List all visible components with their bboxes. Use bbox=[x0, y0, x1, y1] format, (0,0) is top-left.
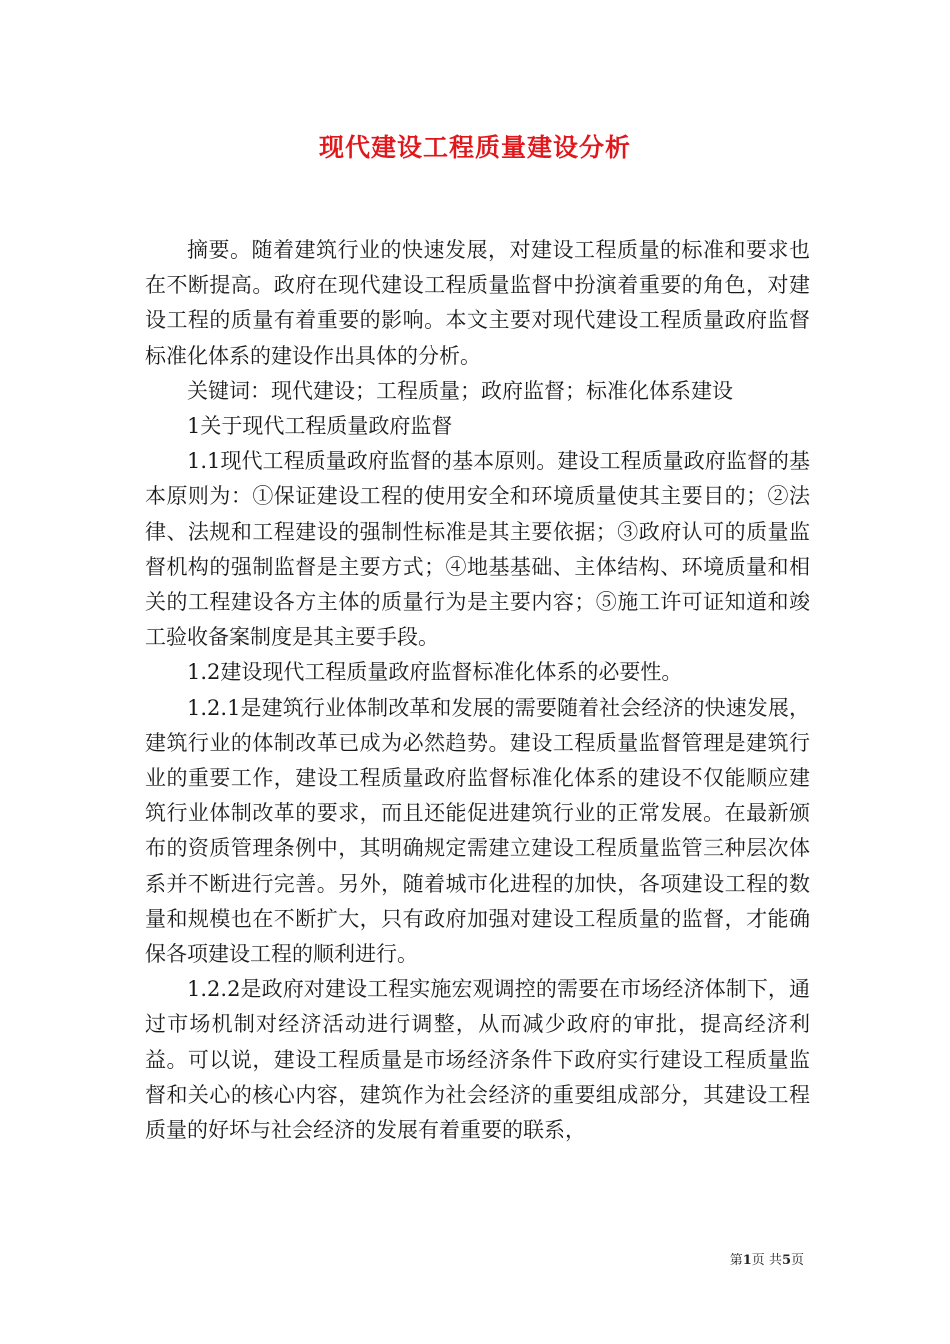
current-page: 1 bbox=[742, 1253, 752, 1268]
page-number-middle: 页 共 bbox=[751, 1253, 782, 1268]
page-number-suffix: 页 bbox=[790, 1253, 804, 1268]
page-number bbox=[730, 1249, 804, 1268]
document-title: 现代建设工程质量建设分析 bbox=[318, 133, 631, 162]
document-body bbox=[145, 233, 810, 1148]
body-paragraph: 1.1现代工程质量政府监督的基本原则。建设工程质量政府监督的基本原则为：①保证建设工程的使用安全和环境质量使其主要目的；②法律、法规和工程建设的强制性标准是其主要依据；③政府认可的质量监督机构的强制监督是主要方式；④地基基础、主体结构、环境质量和相关的工程建设各方主体的质量行为是主要内容；⑤施工许可证知道和竣工验收备案制度是其主要手段。 bbox=[145, 449, 810, 650]
body-paragraph: 1.2.2是政府对建设工程实施宏观调控的需要在市场经济体制下，通过市场机制对经济活动进行调整，从而减少政府的审批，提高经济利益。可以说，建设工程质量是市场经济条件下政府实行建设工程质量监督和关心的核心内容，建筑作为社会经济的重要组成部分，其建设工程质量的好坏与社会经济的发展有着重要的联系， bbox=[145, 977, 810, 1143]
body-paragraph: 1.2.1是建筑行业体制改革和发展的需要随着社会经济的快速发展，建筑行业的体制改革已成为必然趋势。建设工程质量监督管理是建筑行业的重要工作，建设工程质量政府监督标准化体系的建设不仅能顺应建筑行业体制改革的要求，而且还能促进建筑行业的正常发展。在最新颁布的资质管理条例中，其明确规定需建立建设工程质量监管三种层次体系并不断进行完善。另外，随着城市化进程的加快，各项建设工程的数量和规模也在不断扩大，只有政府加强对建设工程质量的监督，才能确保各项建设工程的顺利进行。 bbox=[145, 695, 810, 967]
page-number-prefix: 第 bbox=[729, 1253, 743, 1268]
total-pages: 5 bbox=[781, 1253, 791, 1268]
subsection-heading: 1.2建设现代工程质量政府监督标准化体系的必要性。 bbox=[187, 660, 683, 685]
keywords-paragraph: 关键词：现代建设；工程质量；政府监督；标准化体系建设 bbox=[187, 378, 733, 403]
abstract-paragraph: 摘要。随着建筑行业的快速发展，对建设工程质量的标准和要求也在不断提高。政府在现代建设工程质量监督中扮演着重要的角色，对建设工程的质量有着重要的影响。本文主要对现代建设工程质量政府监督标准化体系的建设作出具体的分析。 bbox=[145, 238, 810, 368]
section-heading: 1关于现代工程质量政府监督 bbox=[187, 414, 453, 439]
